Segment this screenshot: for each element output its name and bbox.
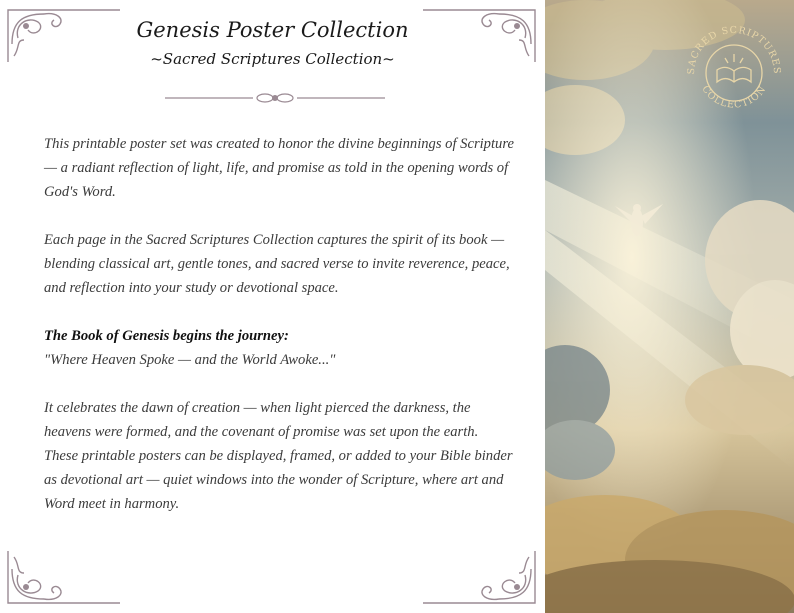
intro-paragraph: This printable poster set was created to honor the divine beginnings of Scripture — a radiant reflection of light, life, and promise as told in the opening words of God's Word. [44,136,514,200]
seal-top-text: SACRED SCRIPTURES [685,24,783,75]
collection-seal-logo [683,22,785,124]
collection-paragraph: Each page in the Sacred Scriptures Collection captures the spirit of its book — blending classical art, gentle tones, and sacred verse to invite reverence, peace, and reflection into your study or devotional space. [44,232,510,296]
genesis-heading: The Book of Genesis begins the journey: [44,328,289,344]
page-title: Genesis Poster Collection [136,18,409,42]
lower-clouds [545,495,794,613]
svg-text:SACRED SCRIPTURES [686,25,782,75]
divider-ornament [165,90,385,106]
svg-text:COLLECTION [699,84,768,111]
page-subtitle: ~Sacred Scriptures Collection~ [150,50,395,68]
creation-paragraph: It celebrates the dawn of creation — when light pierced the darkness, the heavens were formed, and the covenant of promise was set upon the earth. [44,400,479,440]
corner-ornament-bottom-left [4,547,124,609]
corner-ornament-bottom-right [419,547,539,609]
display-paragraph: These printable posters can be displayed, framed, or added to your Bible binder as devotional art — quiet windows into the wonder of Scripture, where art and Word meet in harmony. [44,448,513,512]
description-body [44,132,514,516]
seal-bottom-text: COLLECTION [699,83,769,111]
genesis-quote: "Where Heaven Spoke — and the World Awoke..." [44,352,336,368]
